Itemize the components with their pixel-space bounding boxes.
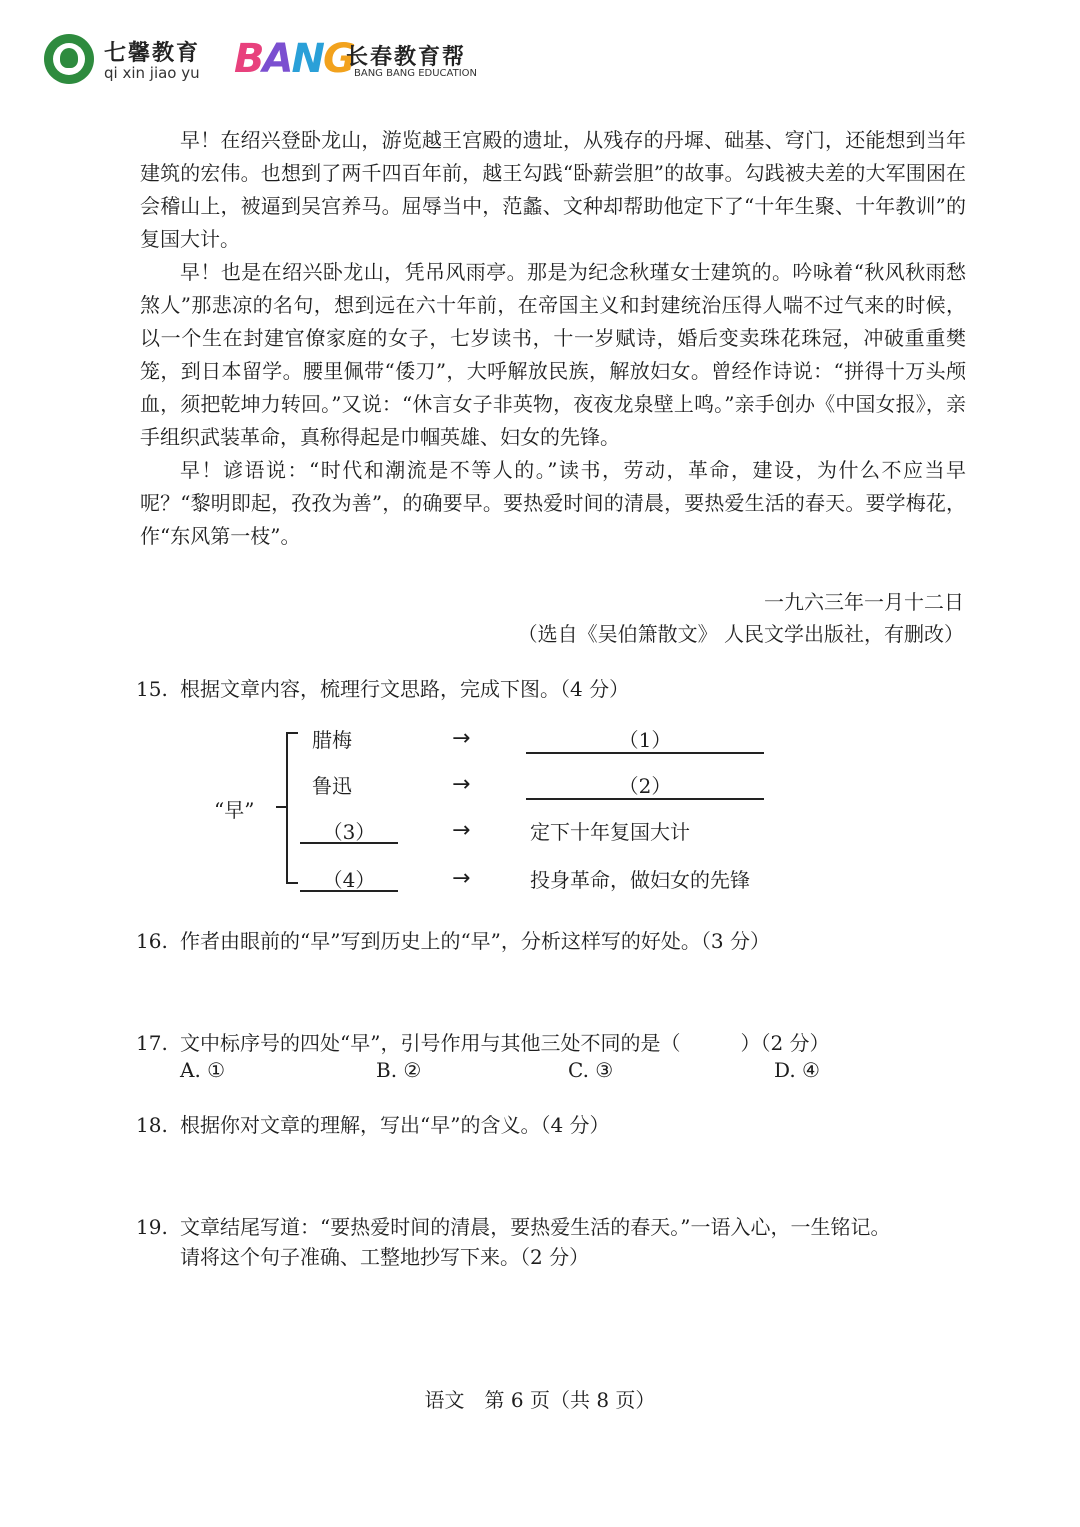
diagram-root: “早” (214, 798, 255, 822)
right-arrow-icon: → (452, 772, 471, 797)
qixin-logo-icon (44, 34, 94, 84)
question-number: 16. (136, 929, 168, 953)
header-logos (44, 34, 504, 90)
passage-date: 一九六三年一月十二日 (764, 590, 964, 614)
row-right-label: 定下十年复国大计 (530, 820, 690, 844)
question-number: 15. (136, 677, 168, 701)
answer-blank[interactable]: （1） (526, 724, 764, 754)
brand2-en: BANG BANG EDUCATION (354, 68, 478, 79)
reading-passage (140, 124, 966, 553)
question-text: 文中标序号的四处“早”，引号作用与其他三处不同的是（ ）（2 分） (180, 1031, 830, 1055)
option-a[interactable]: A. ① (180, 1058, 226, 1082)
thought-diagram (210, 718, 790, 898)
question-16 (136, 926, 770, 956)
option-c[interactable]: C. ③ (568, 1058, 614, 1082)
diagram-row (300, 770, 780, 802)
option-b[interactable]: B. ② (376, 1058, 422, 1082)
page-footer: 语文 第 6 页（共 8 页） (424, 1388, 656, 1412)
row-left-label: 鲁迅 (312, 774, 352, 798)
passage-paragraph: 早！在绍兴登卧龙山，游览越王宫殿的遗址，从残存的丹墀、础基、穹门，还能想到当年建筑的宏伟。也想到了两千四百年前，越王勾践“卧薪尝胆”的故事。勾践被夫差的大军围困在会稽山上，被逼到吴宫养马。屈辱当中，范蠡、文种却帮助他定下了“十年生聚、十年教训”的复国大计。 (140, 128, 966, 251)
answer-blank[interactable]: （3） (300, 816, 398, 844)
brand1-name: 七馨教育 (104, 41, 201, 66)
question-text-line2: 请将这个句子准确、工整地抄写下来。（2 分） (180, 1245, 590, 1269)
bang-logo: BANG (234, 36, 354, 82)
option-d[interactable]: D. ④ (774, 1058, 820, 1082)
passage-source: （选自《吴伯箫散文》 人民文学出版社，有删改） (517, 622, 964, 646)
question-number: 17. (136, 1031, 168, 1055)
answer-blank[interactable]: （4） (300, 864, 398, 892)
question-text: 根据文章内容，梳理行文思路，完成下图。（4 分） (180, 677, 630, 701)
question-text: 根据你对文章的理解，写出“早”的含义。（4 分） (180, 1113, 610, 1137)
question-18 (136, 1110, 610, 1140)
right-arrow-icon: → (452, 818, 471, 843)
row-right-label: 投身革命，做妇女的先锋 (530, 868, 750, 892)
row-left-label: 腊梅 (312, 728, 352, 752)
right-arrow-icon: → (452, 866, 471, 891)
brace-tick (276, 806, 286, 808)
right-arrow-icon: → (452, 726, 471, 751)
diagram-row (300, 864, 780, 896)
brand2-name: 长春教育帮 (346, 45, 467, 70)
question-17 (136, 1028, 830, 1058)
question-number: 19. (136, 1215, 168, 1239)
question-19 (136, 1212, 890, 1272)
passage-signoff (518, 586, 964, 650)
passage-paragraph: 早！谚语说：“时代和潮流是不等人的。”读书，劳动，革命，建设，为什么不应当早呢？“黎明即起，孜孜为善”，的确要早。要热爱时间的清晨，要热爱生活的春天。要学梅花，作“东风第一枝”。 (140, 458, 966, 548)
question-number: 18. (136, 1113, 168, 1137)
diagram-row (300, 724, 780, 756)
diagram-brace (286, 732, 298, 884)
question-text: 作者由眼前的“早”写到历史上的“早”，分析这样写的好处。（3 分） (180, 929, 770, 953)
question-15 (136, 674, 629, 704)
passage-paragraph: 早！也是在绍兴卧龙山，凭吊风雨亭。那是为纪念秋瑾女士建筑的。吟咏着“秋风秋雨愁煞人”那悲凉的名句，想到远在六十年前，在帝国主义和封建统治压得人喘不过气来的时候，以一个生在封建官僚家庭的女子，七岁读书，十一岁赋诗，婚后变卖珠花珠冠，冲破重重樊笼，到日本留学。腰里佩带“倭刀”，大呼解放民族，解放妇女。曾经作诗说：“拼得十万头颅血，须把乾坤力转回。”又说：“休言女子非英物，夜夜龙泉壁上鸣。”亲手创办《中国女报》，亲手组织武装革命，真称得起是巾帼英雄、妇女的先锋。 (140, 260, 966, 449)
diagram-row (300, 816, 780, 848)
brand1-pinyin: qi xin jiao yu (104, 64, 200, 82)
question-text: 文章结尾写道：“要热爱时间的清晨，要热爱生活的春天。”一语入心，一生铭记。 (180, 1215, 891, 1239)
answer-blank[interactable]: （2） (526, 770, 764, 800)
